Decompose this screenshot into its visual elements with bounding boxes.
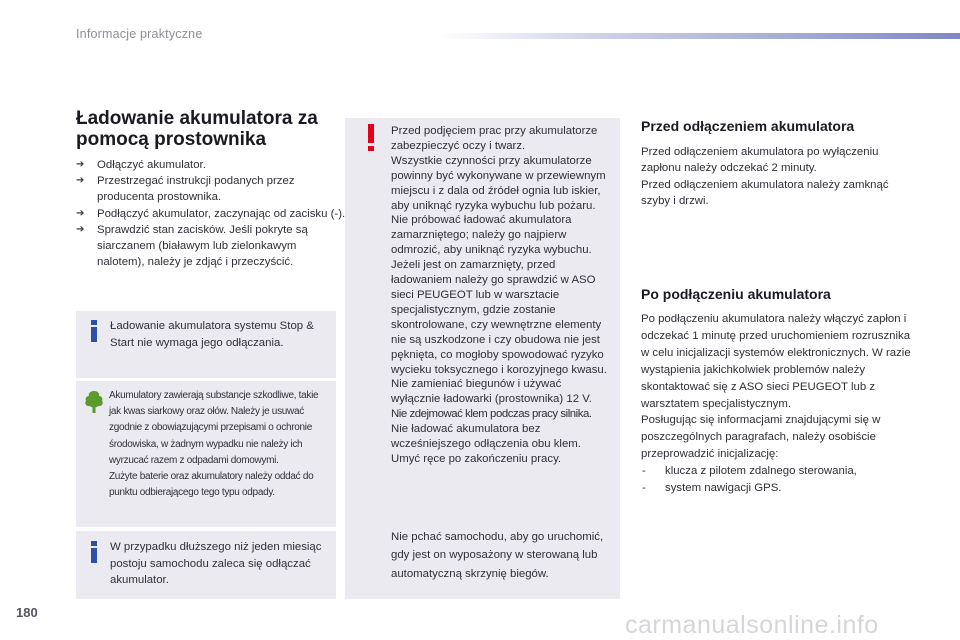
step-item: ➔ Podłączyć akumulator, zaczynając od zacisku (-).: [76, 206, 346, 222]
warning-line: Nie próbować ładować akumulatora zamarzniętego; należy go najpierw odmrozić, aby uniknąć ryzyka wybuchu. Jeżeli jest on zamarznięty, przed ładowaniem należy go sprawdzić w ASO sieci PEUGEOT lub w warsztacie specjalistycznym, gdzie zostanie skontrolowane, czy wewnętrzne elementy nie są uszkodzone i czy obudowa nie jest pęknięta, co mogłoby spowodować ryzyko wycieku toksycznego i korozyjnego kwasu.: [391, 214, 607, 376]
arrow-bullet-icon: ➔: [76, 175, 85, 187]
arrow-bullet-icon: ➔: [76, 207, 85, 219]
before-disconnect-line: Przed odłączeniem akumulatora po wyłączeniu zapłonu należy odczekać 2 minuty.: [641, 146, 879, 175]
info-box-start-stop: [76, 311, 336, 378]
after-connect-title: Po podłączeniu akumulatora: [641, 286, 831, 302]
after-connect-paragraph-1: Po podłączeniu akumulatora należy włączyć zapłon i odczekać 1 minutę przed uruchomieniem rozrusznika w celu inicjalizacji systemów elektronicznych. W razie wystąpienia jakichkolwiek problemów należy skontaktować się z ASO sieci PEUGEOT lub z warsztatem specjalistycznym.: [641, 313, 911, 410]
warning-text: [391, 124, 613, 467]
after-connect-body: [641, 311, 916, 497]
list-item: - system nawigacji GPS.: [642, 482, 782, 495]
arrow-bullet-icon: ➔: [76, 223, 85, 235]
warning-line: Wszystkie czynności przy akumulatorze powinny być wykonywane w przewiewnym miejscu i z dala od źródeł ognia lub iskier, aby uniknąć ryzyka wybuchu lub pożaru.: [391, 154, 606, 212]
before-disconnect-body: [641, 144, 916, 210]
watermark: carmanualsonline.info: [625, 611, 879, 639]
warning-note: Nie pchać samochodu, aby go uruchomić, gdy jest on wyposażony w sterowaną lub automatyczną skrzynię biegów.: [391, 531, 604, 580]
step-item: ➔ Przestrzegać instrukcji podanych przez producenta prostownika.: [76, 175, 295, 204]
header-gradient-bar: [440, 33, 960, 39]
warning-line: Umyć ręce po zakończeniu pracy.: [391, 452, 562, 465]
info-icon: [86, 320, 102, 342]
after-connect-paragraph-2: Posługując się informacjami znajdującymi się w poszczególnych paragrafach, należy osobiście przeprowadzić inicjalizację:: [641, 414, 881, 461]
initialization-list: [641, 463, 916, 497]
eco-paragraph-1: Akumulatory zawierają substancje szkodliwe, takie jak kwas siarkowy oraz ołów. Należy je usuwać zgodnie z obowiązującymi przepisami o ochronie środowiska, w żadnym wypadku nie należy ich wyrzucać razem z odpadami domowymi.: [109, 390, 319, 466]
main-title: Ładowanie akumulatora za pomocą prostownika: [76, 108, 318, 150]
info-text: Ładowanie akumulatora systemu Stop & Start nie wymaga jego odłączania.: [110, 320, 314, 349]
eco-box: [76, 381, 336, 527]
tree-icon: [84, 390, 104, 414]
exclamation-icon: [367, 124, 375, 152]
info-icon: [86, 541, 102, 563]
step-item: ➔ Sprawdzić stan zacisków. Jeśli pokryte są siarczanem (białawym lub zielonkawym nalotem), należy je zdjąć i przeczyścić.: [76, 223, 308, 269]
eco-note-text: [109, 388, 331, 501]
warning-line: Przed podjęciem prac przy akumulatorze zabezpieczyć oczy i twarz.: [391, 125, 598, 152]
page-number: 180: [16, 605, 38, 620]
warning-box: [345, 118, 620, 599]
before-disconnect-line: Przed odłączeniem akumulatora należy zamknąć szyby i drzwi.: [641, 178, 889, 208]
warning-line: Nie zamieniać biegunów i używać wyłącznie ładowarki (prostownika) 12 V.: [391, 378, 592, 406]
list-item: - klucza z pilotem zdalnego sterowania,: [642, 465, 857, 478]
warning-line: Nie zdejmować klem podczas pracy silnika.: [391, 408, 592, 421]
info-box-long-stop: [76, 531, 336, 599]
step-item: ➔ Odłączyć akumulator.: [76, 157, 346, 173]
arrow-bullet-icon: ➔: [76, 159, 85, 170]
eco-paragraph-2: Zużyte baterie oraz akumulatory należy oddać do punktu odbierającego tego typu odpady.: [109, 471, 314, 499]
before-disconnect-title: Przed odłączeniem akumulatora: [641, 118, 855, 134]
section-header: Informacje praktyczne: [76, 27, 203, 41]
info-text: W przypadku dłuższego niż jeden miesiąc postoju samochodu zaleca się odłączać akumulator.: [110, 541, 322, 586]
charging-steps-list: [76, 157, 346, 270]
warning-line: Nie ładować akumulatora bez wcześniejszego odłączenia obu klem.: [391, 423, 581, 451]
